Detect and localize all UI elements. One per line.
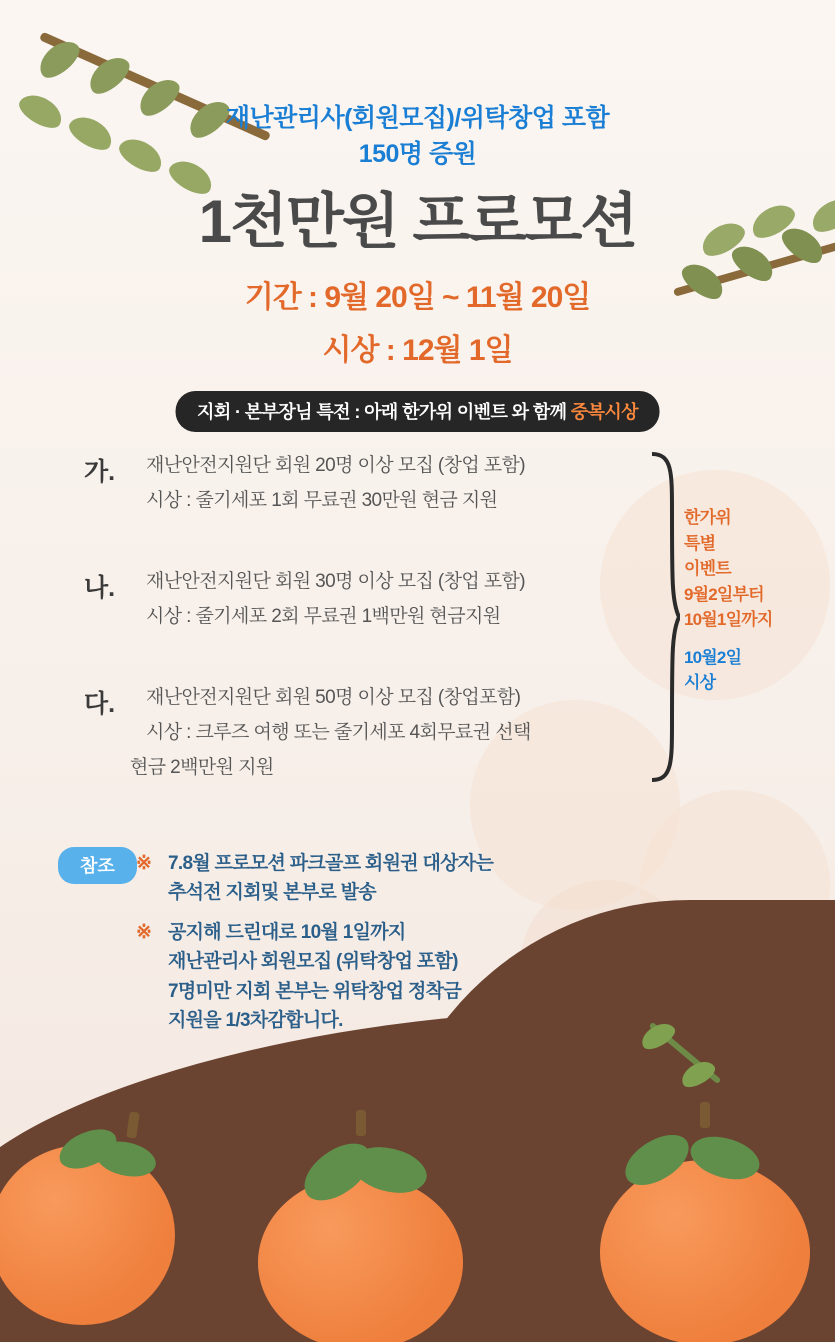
tier-line-2: 시상 : 크루즈 여행 또는 줄기세포 4회무료권 선택 <box>146 722 531 744</box>
tier-line-1: 재난안전지원단 회원 30명 이상 모집 (창업 포함) <box>146 571 526 592</box>
tier-line-2: 시상 : 줄기세포 2회 무료권 1백만원 현금지원 <box>146 606 501 628</box>
page-title: 1천만원 프로모션 <box>198 188 637 255</box>
reward-tier-item <box>84 680 664 800</box>
header-subtitle <box>0 100 835 173</box>
chuseok-event-sidebox <box>684 505 824 696</box>
ribbon-text: 지회 · 본부장님 특전 : 아래 한가위 이벤트 와 함께 <box>197 402 571 422</box>
ribbon-highlight: 중복시상 <box>570 402 638 422</box>
note-2-line-2: 재난관리사 회원모집 (위탁창업 포함) <box>168 951 458 973</box>
header-subtitle-line2: 150명 증원 <box>358 140 477 169</box>
sidebox-line-3: 이벤트 <box>684 559 731 578</box>
note-1-line-1: 7.8월 프로모션 파크골프 회원권 대상자는 <box>168 853 494 874</box>
sidebox-line-7: 시상 <box>684 673 716 692</box>
sidebox-line-2: 특별 <box>684 533 716 553</box>
note-badge: 참조 <box>58 847 137 884</box>
sidebox-line-5: 10월1일까지 <box>684 610 773 629</box>
reward-tier-item <box>84 448 664 536</box>
promotion-period: 기간 : 9월 20일 ~ 11월 20일 <box>244 281 591 314</box>
note-2-line-3: 7명미만 지회 본부는 위탁창업 정착금 <box>168 980 461 1002</box>
note-mark-icon: ※ <box>136 853 152 874</box>
reward-tier-list <box>84 448 664 828</box>
curly-brace-icon <box>650 452 680 782</box>
special-benefit-ribbon <box>175 391 660 432</box>
sidebox-line-1: 한가위 <box>684 508 731 527</box>
tier-label: 나. <box>84 574 116 602</box>
note-item-1 <box>136 849 728 908</box>
header-subtitle-line1: 재난관리사(회원모집)/위탁창업 포함 <box>225 104 610 132</box>
tier-line-2: 시상 : 줄기세포 1회 무료권 30만원 현금 지원 <box>146 490 498 512</box>
note-mark-icon: ※ <box>136 922 152 943</box>
note-item-2 <box>136 918 728 1036</box>
tier-line-3: 현금 2백만원 지원 <box>130 757 274 779</box>
sidebox-line-6: 10월2일 <box>684 647 742 667</box>
sidebox-line-4: 9월2일부터 <box>684 584 764 604</box>
tier-label: 다. <box>84 690 116 718</box>
tier-line-1: 재난안전지원단 회원 50명 이상 모집 (창업포함) <box>146 687 521 708</box>
promotion-award-date: 시상 : 12월 1일 <box>322 334 513 367</box>
reward-tier-item <box>84 564 664 652</box>
tier-label: 가. <box>84 458 116 486</box>
note-2-line-4: 지원을 1/3차감합니다. <box>168 1010 343 1032</box>
note-2-line-1: 공지해 드린대로 10월 1일까지 <box>168 922 406 943</box>
tier-line-1: 재난안전지원단 회원 20명 이상 모집 (창업 포함) <box>146 455 526 476</box>
note-1-line-2: 추석전 지회및 본부로 발송 <box>168 882 376 904</box>
